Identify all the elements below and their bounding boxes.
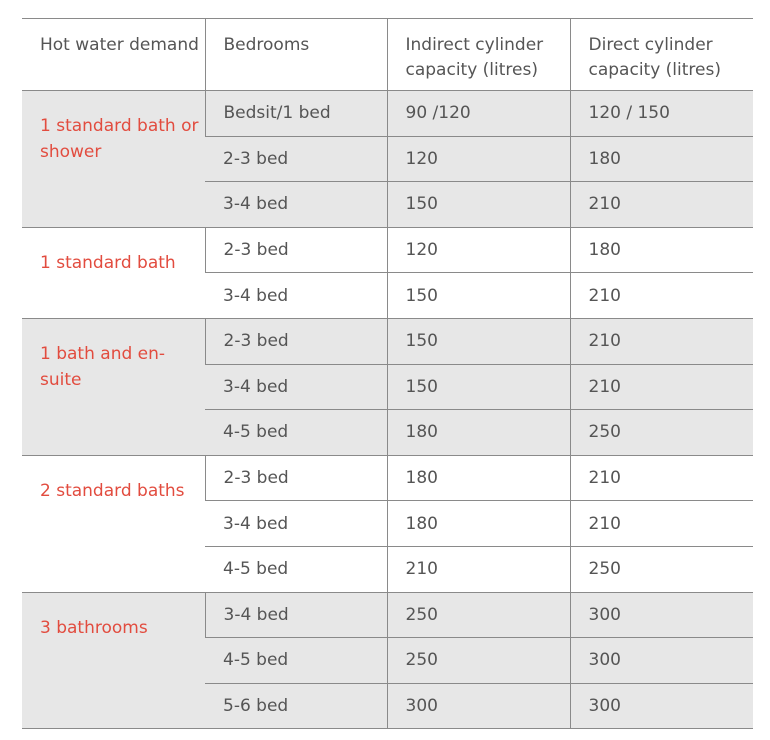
- indirect-capacity-cell: 150: [387, 364, 570, 410]
- bedrooms-cell: 5-6 bed: [205, 683, 387, 729]
- direct-capacity-cell: 210: [570, 455, 753, 501]
- demand-group: [22, 318, 753, 455]
- hot-water-demand-cell: 1 standard bath or shower: [22, 91, 205, 228]
- direct-capacity-cell: 210: [570, 501, 753, 547]
- bedrooms-cell: 3-4 bed: [205, 364, 387, 410]
- indirect-capacity-cell: 250: [387, 592, 570, 638]
- indirect-capacity-cell: 90 /120: [387, 91, 570, 137]
- direct-capacity-cell: 210: [570, 364, 753, 410]
- table-row: [22, 227, 753, 273]
- bedrooms-cell: 2-3 bed: [205, 455, 387, 501]
- bedrooms-cell: 3-4 bed: [205, 501, 387, 547]
- hot-water-demand-cell: 1 bath and en-suite: [22, 318, 205, 455]
- table-row: [22, 91, 753, 137]
- hot-water-demand-cell: 1 standard bath: [22, 227, 205, 318]
- demand-group: [22, 227, 753, 318]
- indirect-capacity-cell: 210: [387, 546, 570, 592]
- direct-capacity-cell: 300: [570, 683, 753, 729]
- header-bedrooms: Bedrooms: [205, 19, 387, 91]
- indirect-capacity-cell: 150: [387, 182, 570, 228]
- direct-capacity-cell: 250: [570, 546, 753, 592]
- header-hot-water-demand: Hot water demand: [22, 19, 205, 91]
- hot-water-demand-cell: 3 bathrooms: [22, 592, 205, 729]
- bedrooms-cell: 2-3 bed: [205, 136, 387, 182]
- indirect-capacity-cell: 150: [387, 273, 570, 319]
- bedrooms-cell: 4-5 bed: [205, 546, 387, 592]
- table-row: [22, 592, 753, 638]
- indirect-capacity-cell: 180: [387, 410, 570, 456]
- table-row: [22, 318, 753, 364]
- header-direct-capacity: Direct cylinder capacity (litres): [570, 19, 753, 91]
- demand-group: [22, 91, 753, 228]
- header-row: [22, 19, 753, 91]
- table-header: [22, 19, 753, 91]
- indirect-capacity-cell: 180: [387, 501, 570, 547]
- bedrooms-cell: 3-4 bed: [205, 182, 387, 228]
- bedrooms-cell: 2-3 bed: [205, 227, 387, 273]
- demand-group: [22, 592, 753, 729]
- table-row: [22, 455, 753, 501]
- cylinder-capacity-table: [22, 18, 753, 729]
- bedrooms-cell: 4-5 bed: [205, 410, 387, 456]
- direct-capacity-cell: 300: [570, 592, 753, 638]
- bedrooms-cell: 3-4 bed: [205, 592, 387, 638]
- indirect-capacity-cell: 300: [387, 683, 570, 729]
- demand-group: [22, 455, 753, 592]
- direct-capacity-cell: 180: [570, 136, 753, 182]
- direct-capacity-cell: 210: [570, 318, 753, 364]
- indirect-capacity-cell: 120: [387, 227, 570, 273]
- bedrooms-cell: 2-3 bed: [205, 318, 387, 364]
- bedrooms-cell: Bedsit/1 bed: [205, 91, 387, 137]
- header-indirect-capacity: Indirect cylinder capacity (litres): [387, 19, 570, 91]
- indirect-capacity-cell: 250: [387, 638, 570, 684]
- bedrooms-cell: 4-5 bed: [205, 638, 387, 684]
- indirect-capacity-cell: 120: [387, 136, 570, 182]
- direct-capacity-cell: 300: [570, 638, 753, 684]
- hot-water-demand-cell: 2 standard baths: [22, 455, 205, 592]
- direct-capacity-cell: 210: [570, 182, 753, 228]
- bedrooms-cell: 3-4 bed: [205, 273, 387, 319]
- direct-capacity-cell: 250: [570, 410, 753, 456]
- indirect-capacity-cell: 150: [387, 318, 570, 364]
- indirect-capacity-cell: 180: [387, 455, 570, 501]
- direct-capacity-cell: 210: [570, 273, 753, 319]
- direct-capacity-cell: 120 / 150: [570, 91, 753, 137]
- direct-capacity-cell: 180: [570, 227, 753, 273]
